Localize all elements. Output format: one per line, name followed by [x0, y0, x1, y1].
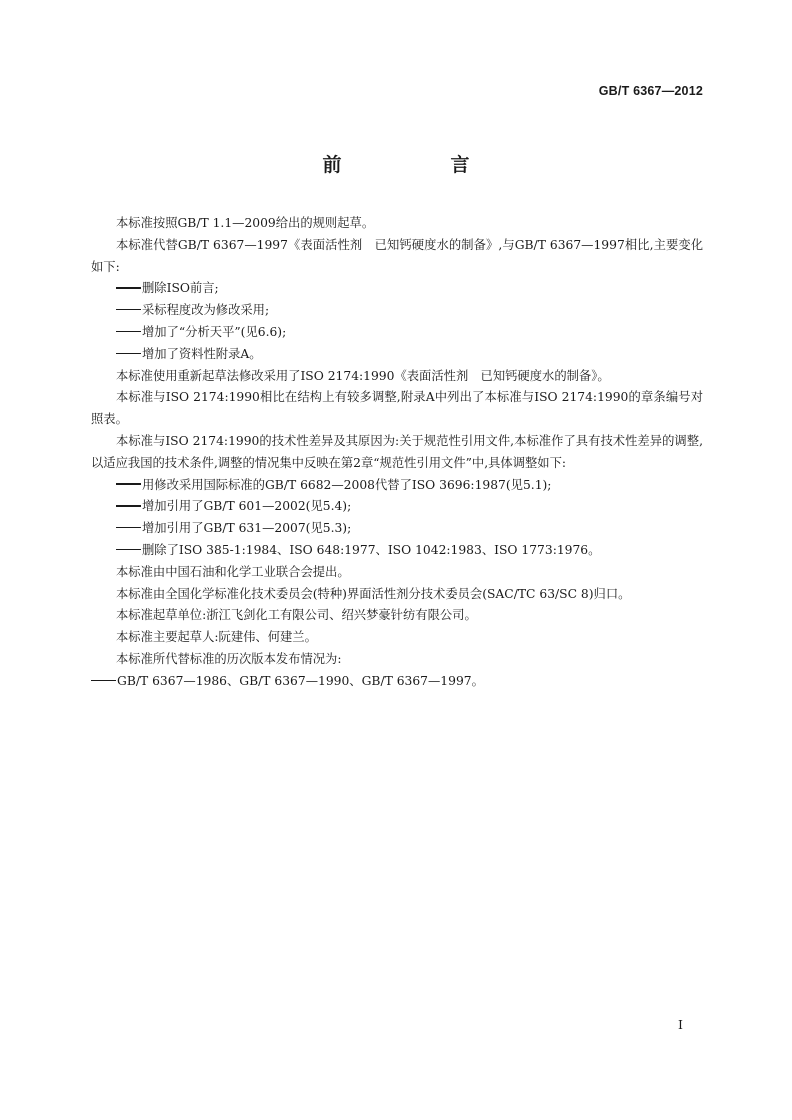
- paragraph-replaces: 本标准代替GB/T 6367—1997《表面活性剂 已知钙硬度水的制备》,与GB/T 6367—1997相比,主要变化如下:: [91, 237, 703, 274]
- list-item: [91, 278, 703, 300]
- list-item-text: 删除了ISO 385-1:1984、ISO 648:1977、ISO 1042:1983、ISO 1773:1976。: [142, 542, 601, 557]
- dash-mark: [116, 549, 141, 550]
- list-item: [91, 344, 703, 366]
- dash-mark: [116, 527, 141, 528]
- dash-mark: [116, 505, 141, 506]
- paragraph-technical-differences: 本标准与ISO 2174:1990的技术性差异及其原因为:关于规范性引用文件,本标准作了具有技术性差异的调整,以适应我国的技术条件,调整的情况集中反映在第2章“规范性引用文件”中,具体调整如下:: [91, 433, 703, 470]
- list-item-text: GB/T 6367—1986、GB/T 6367—1990、GB/T 6367—1997。: [117, 673, 484, 688]
- paragraph-previous-editions: 本标准所代替标准的历次版本发布情况为:: [116, 651, 342, 666]
- dash-mark: [116, 353, 141, 354]
- list-item: [91, 475, 703, 497]
- list-item: [91, 540, 703, 562]
- dash-mark: [116, 287, 141, 288]
- dash-mark: [91, 680, 116, 681]
- paragraph-structure: 本标准与ISO 2174:1990相比在结构上有较多调整,附录A中列出了本标准与ISO 2174:1990的章条编号对照表。: [91, 390, 703, 427]
- list-item-text: 用修改采用国际标准的GB/T 6682—2008代替了ISO 3696:1987(见5.1);: [142, 477, 552, 492]
- paragraph-under-jurisdiction: 本标准由全国化学标准化技术委员会(特种)界面活性剂分技术委员会(SAC/TC 63/SC 8)归口。: [116, 586, 631, 601]
- dash-mark: [116, 331, 141, 332]
- list-item: [91, 518, 703, 540]
- list-item-text: 增加引用了GB/T 631—2007(见5.3);: [142, 521, 352, 536]
- dash-mark: [116, 309, 141, 310]
- list-item-text: 增加引用了GB/T 601—2002(见5.4);: [142, 499, 352, 514]
- paragraph-adoption: 本标准使用重新起草法修改采用了ISO 2174:1990《表面活性剂 已知钙硬度水的制备》。: [116, 368, 610, 383]
- list-item-text: 删除ISO前言;: [142, 281, 219, 296]
- paragraph-drafters: 本标准主要起草人:阮建伟、何建兰。: [116, 630, 317, 645]
- paragraph-drafting-units: 本标准起草单位:浙江飞剑化工有限公司、绍兴梦豪针纺有限公司。: [116, 608, 477, 623]
- list-item-text: 采标程度改为修改采用;: [142, 303, 270, 318]
- page-number: I: [678, 1017, 683, 1032]
- list-item: [91, 671, 703, 693]
- paragraph-proposed-by: 本标准由中国石油和化学工业联合会提出。: [116, 564, 350, 579]
- standard-code: GB/T 6367—2012: [598, 84, 703, 98]
- list-item: [91, 496, 703, 518]
- paragraph-drafting-rules: 本标准按照GB/T 1.1—2009给出的规则起草。: [116, 216, 375, 230]
- list-item-text: 增加了“分析天平”(见6.6);: [142, 324, 287, 339]
- foreword-body: [91, 213, 703, 693]
- list-item: [91, 300, 703, 322]
- dash-mark: [116, 483, 141, 484]
- list-item: [91, 322, 703, 344]
- list-item-text: 增加了资料性附录A。: [142, 346, 262, 361]
- page-title: 前 言: [322, 154, 515, 176]
